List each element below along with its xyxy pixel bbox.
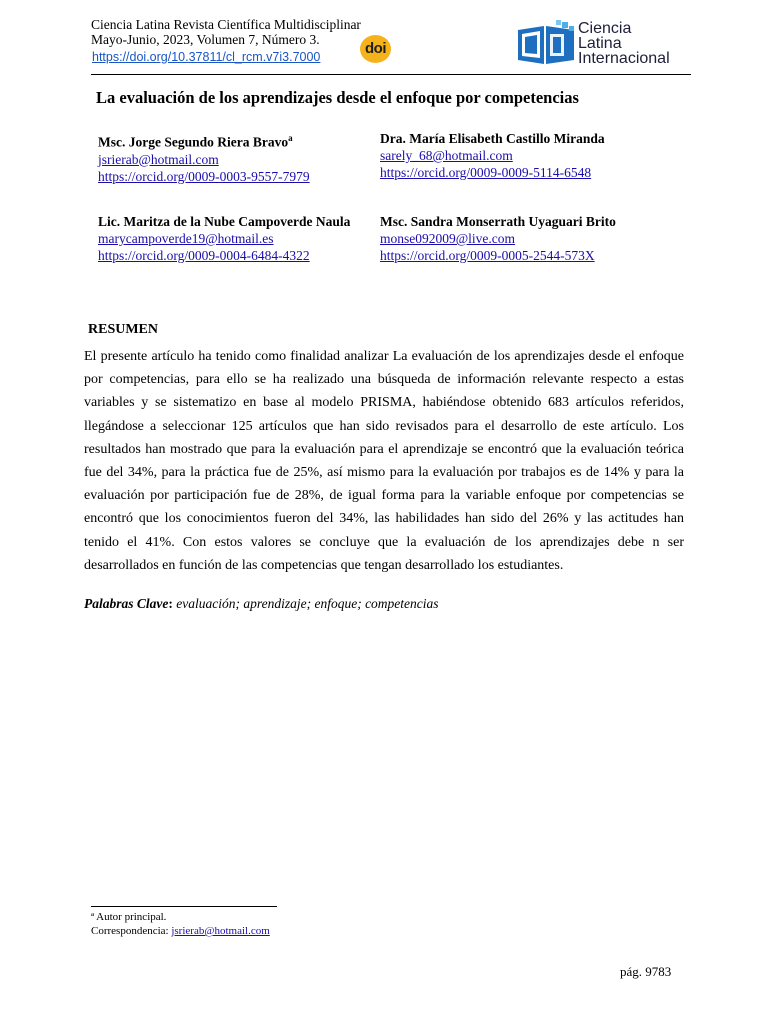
logo-text-internacional: Internacional: [578, 50, 670, 67]
book-logo-icon: [516, 20, 578, 66]
author-email-link[interactable]: marycampoverde19@hotmail.es: [98, 231, 274, 246]
footnote-correspondence: [91, 925, 270, 938]
keywords-separator: :: [168, 596, 177, 611]
footnote-divider: [91, 906, 277, 907]
author-mark: a: [288, 133, 293, 143]
keywords-value: evaluación; aprendizaje; enfoque; competencias: [176, 596, 439, 611]
page-number: pág. 9783: [620, 964, 672, 979]
journal-logo: [516, 18, 686, 68]
journal-issue: Mayo-Junio, 2023, Volumen 7, Número 3.: [91, 32, 320, 47]
footnote-author-note: ª Autor principal.: [91, 911, 167, 923]
header-divider: [91, 74, 691, 75]
author-email-link[interactable]: monse092009@live.com: [380, 231, 516, 246]
author-orcid-link[interactable]: https://orcid.org/0009-0005-2544-573X: [380, 248, 595, 263]
correspondence-label: Correspondencia:: [91, 925, 172, 937]
logo-text-ciencia: Ciencia: [578, 20, 632, 37]
author-orcid-link[interactable]: https://orcid.org/0009-0004-6484-4322: [98, 248, 310, 263]
keywords-label: Palabras Clave: [84, 596, 169, 611]
author-email-link[interactable]: sarely_68@hotmail.com: [380, 148, 513, 163]
abstract-text: El presente artículo ha tenido como finalidad analizar La evaluación de los aprendizajes desde el enfoque por competencias, para ello se ha realizado una búsqueda de información relevante respecto a estas variables y se sistematizo en base al modelo PRISMA, habiéndose obtenido 683 artículos referidos, llegándose a seleccionar 125 artículos que han sido revisados para el desarrollo de este artículo. Los resultados han mostrado que para la evaluación para el aprendizaje se encontró que la evaluación teórica fue del 34%, para la práctica fue de 25%, así mismo para la evaluación por trabajos es de 14% y para la evaluación por participación fue de 28%, de igual forma para la variable enfoque por competencias se encontró que los conocimientos fueron del 34%, las habilidades han sido del 26% y las actitudes han tenido el 41%. Con estos valores se concluye que la evaluación de los aprendizajes debe n ser desarrollados en función de las competencias que tengan desarrollado los estudiantes.: [84, 349, 684, 573]
author-name: Msc. Jorge Segundo Riera Bravo$^a$: [98, 133, 293, 150]
author-orcid-link[interactable]: https://orcid.org/0009-0003-9557-7979: [98, 168, 310, 184]
author-name: Msc. Sandra Monserrath Uyaguari Brito: [380, 214, 616, 229]
author-block: [98, 130, 310, 185]
correspondence-email-link[interactable]: jsrierab@hotmail.com: [171, 925, 270, 937]
author-orcid-link[interactable]: https://orcid.org/0009-0009-5114-6548: [380, 165, 592, 180]
logo-text-latina: Latina: [578, 35, 622, 52]
author-name: Lic. Maritza de la Nube Campoverde Naula: [98, 214, 351, 229]
author-name: Dra. María Elisabeth Castillo Miranda: [380, 131, 605, 146]
author-block: [380, 213, 616, 264]
author-email-link[interactable]: jsrierab@hotmail.com: [98, 151, 219, 167]
author-block: [380, 130, 605, 181]
doi-link[interactable]: https://doi.org/10.37811/cl_rcm.v7i3.7000: [92, 50, 321, 64]
abstract-heading: RESUMEN: [88, 322, 159, 337]
article-title: La evaluación de los aprendizajes desde el enfoque por competencias: [96, 88, 579, 107]
doi-icon[interactable]: doi: [360, 35, 391, 63]
keywords-line: [84, 596, 439, 612]
author-block: [98, 213, 350, 264]
journal-name: Ciencia Latina Revista Científica Multidisciplinar: [91, 17, 361, 32]
